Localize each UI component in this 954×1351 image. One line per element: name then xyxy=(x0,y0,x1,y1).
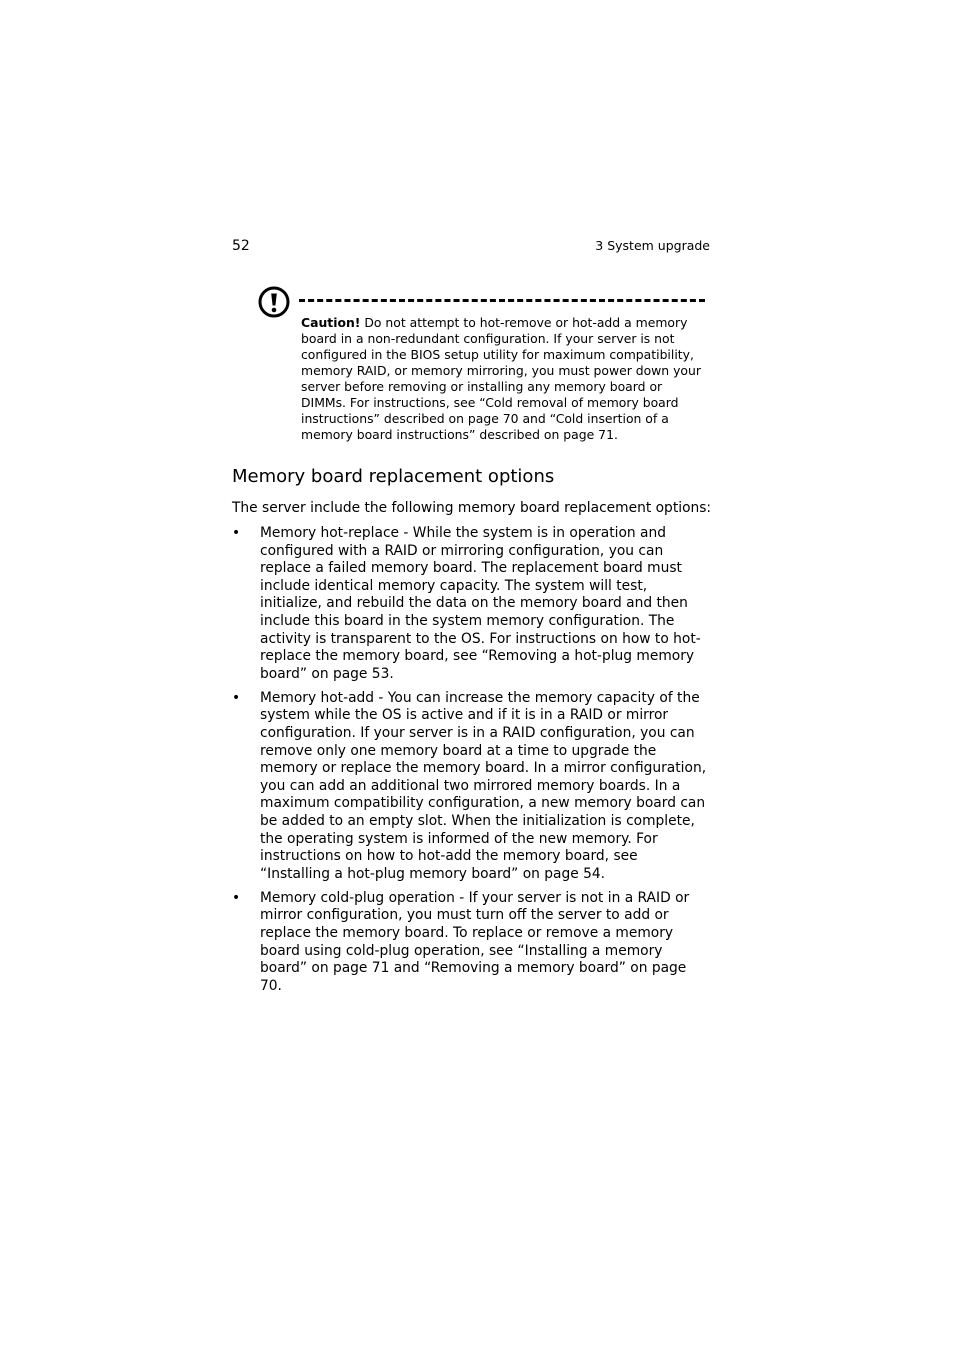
caution-note xyxy=(301,315,705,443)
page-number: 52 xyxy=(232,238,250,254)
list-item xyxy=(232,525,710,683)
list-item xyxy=(232,890,710,996)
section-intro: The server include the following memory board replacement options: xyxy=(232,500,712,516)
bullet-icon: • xyxy=(232,689,241,706)
list-item-text: Memory hot-add - You can increase the memory capacity of the system while the OS is active and if it is in a RAID or mirror configuration. If your server is in a RAID configuration, you can remove only one memory board at a time to upgrade the memory or replace the memory board. In a mirror configuration, you can add an additional two mirrored memory boards. In a maximum compatibility configuration, a new memory board can be added to an empty slot. When the initialization is complete, the operating system is informed of the new memory. For instructions on how to hot-add the memory board, see “Installing a hot-plug memory board” on page 54. xyxy=(260,689,707,882)
list-item xyxy=(232,690,710,884)
list-item-text: Memory cold-plug operation - If your server is not in a RAID or mirror configuration, you must turn off the server to add or replace the memory board. To replace or remove a memory board using cold-plug operation, see “Installing a memory board” on page 71 and “Removing a memory board” on page 70. xyxy=(260,889,690,994)
section-title: Memory board replacement options xyxy=(232,466,555,487)
caution-body: Do not attempt to hot-remove or hot-add a memory board in a non-redundant configuration. If your server is not configured in the BIOS setup utility for maximum compatibility, memory RAID, or memory mirroring, you must power down your server before removing or installing any memory board or DIMMs. For instructions, see “Cold removal of memory board instructions” described on page 70 and “Cold insertion of a memory board instructions” described on page 71. xyxy=(301,315,701,442)
list-item-text: Memory hot-replace - While the system is in operation and configured with a RAID or mirroring configuration, you can replace a failed memory board. The replacement board must include identical memory capacity. The system will test, initialize, and rebuild the data on the memory board and then include this board in the system memory configuration. The activity is transparent to the OS. For instructions on how to hot-replace the memory board, see “Removing a hot-plug memory board” on page 53. xyxy=(260,525,701,682)
bullet-icon: • xyxy=(232,525,241,541)
caution-divider xyxy=(299,299,705,302)
running-header: 3 System upgrade xyxy=(595,238,710,253)
bullet-icon: • xyxy=(232,889,241,906)
caution-exclamation-icon xyxy=(258,286,290,318)
caution-label: Caution! xyxy=(301,315,361,330)
replacement-options-list xyxy=(232,525,710,1002)
